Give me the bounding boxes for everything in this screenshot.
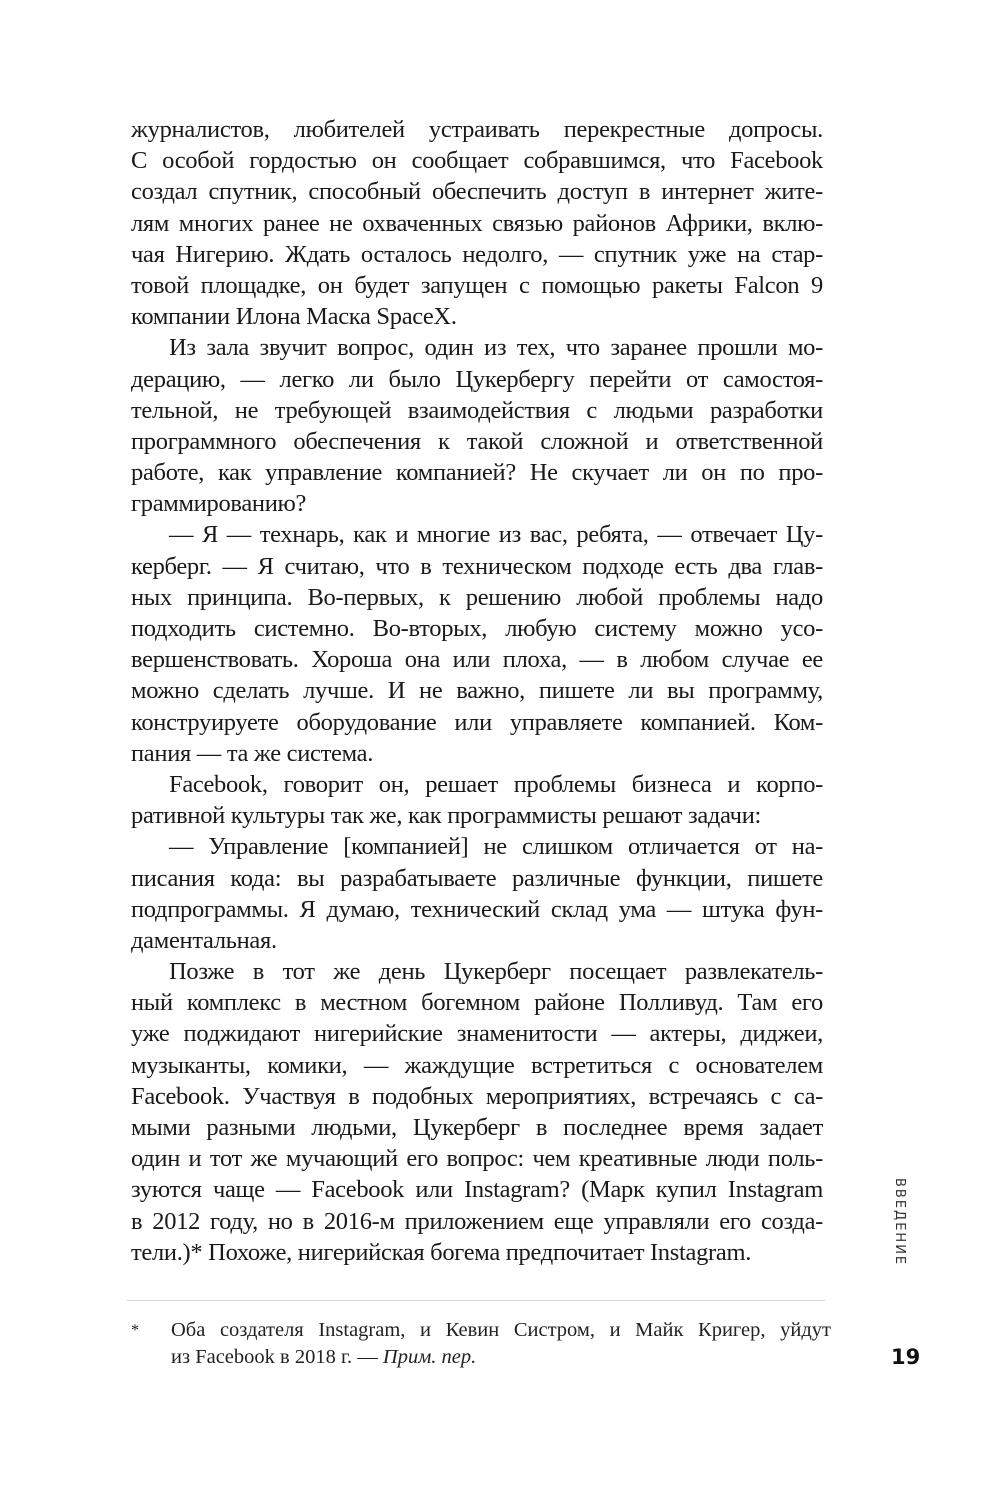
text-line: создал спутник, способный обеспечить доступ в интернет жите-	[131, 178, 823, 206]
footnote-text-plain: из Facebook в 2018 г. —	[171, 1346, 383, 1368]
text-line: конструируете оборудование или управляете компанией. Ком-	[131, 708, 823, 736]
text-line: писания кода: вы разрабатываете различные функции, пишете	[131, 864, 823, 892]
text-line: журналистов, любителей устраивать перекрестные допросы.	[131, 116, 823, 143]
text-line: дерацию, — легко ли было Цукербергу перейти от самостоя-	[131, 365, 823, 393]
footnote-marker: *	[131, 1322, 139, 1339]
page-number: 19	[891, 1345, 921, 1369]
text-line: Из зала звучит вопрос, один из тех, что заранее прошли мо-	[169, 334, 823, 362]
footnote-line	[171, 1344, 831, 1371]
main-text	[131, 114, 823, 1268]
text-line: — Управление [компанией] не слишком отличается от на-	[169, 833, 823, 861]
text-line: ративной культуры так же, как программисты решают задачи:	[131, 802, 762, 830]
text-line: подпрограммы. Я думаю, технический склад ума — штука фун-	[131, 895, 823, 923]
text-line: в 2012 году, но в 2016-м приложением еще управляли его созда-	[131, 1207, 823, 1235]
footnote-text	[171, 1317, 831, 1371]
text-line: подходить системно. Во-вторых, любую систему можно усо-	[131, 615, 823, 642]
footnote-divider	[127, 1300, 825, 1301]
text-line: работе, как управление компанией? Не скучает ли он по про-	[131, 459, 823, 487]
text-line: тельной, не требующей взаимодействия с людьми разработки	[131, 396, 823, 424]
text-line: — Я — технарь, как и многие из вас, ребята, — отвечает Цу-	[169, 521, 823, 549]
text-line: ный комплекс в местном богемном районе Полливуд. Там его	[131, 989, 823, 1017]
text-line: Facebook. Участвуя в подобных мероприятиях, встречаясь с са-	[131, 1082, 823, 1110]
footnote-line: Оба создателя Instagram, и Кевин Систром, и Майк Кригер, уйдут	[171, 1319, 831, 1341]
text-line: музыканты, комики, — жаждущие встретиться с основателем	[131, 1051, 823, 1079]
text-line: товой площадке, он будет запущен с помощью ракеты Falcon 9	[131, 271, 823, 299]
text-line: зуются чаще — Facebook или Instagram? (Марк купил Instagram	[131, 1176, 823, 1204]
running-head: ВВЕДЕНИЕ	[892, 1178, 907, 1267]
text-line: программного обеспечения к такой сложной и ответственной	[131, 427, 823, 455]
text-line: можно сделать лучше. И не важно, пишете ли вы программу,	[131, 677, 823, 705]
text-line: керберг. — Я считаю, что в техническом подходе есть два глав-	[131, 552, 823, 580]
text-line: пания — та же система.	[131, 739, 374, 767]
text-line: даментальная.	[131, 926, 277, 954]
text-line: чая Нигерию. Ждать осталось недолго, — спутник уже на стар-	[131, 240, 823, 268]
text-line: вершенствовать. Хороша она или плоха, — в любом случае ее	[131, 646, 823, 674]
text-line: уже поджидают нигерийские знаменитости — актеры, диджеи,	[131, 1020, 823, 1048]
translator-note: Прим. пер.	[382, 1346, 477, 1368]
text-line: Позже в тот же день Цукерберг посещает развлекатель-	[169, 958, 823, 986]
text-line: тели.)* Похоже, нигерийская богема предпочитает Instagram.	[131, 1238, 752, 1266]
text-line: лям многих ранее не охваченных связью районов Африки, вклю-	[131, 209, 823, 237]
text-line: компании Илона Маска SpaceX.	[131, 303, 457, 331]
text-line: граммированию?	[131, 490, 307, 518]
text-line: мыми разными людьми, Цукерберг в последнее время задает	[131, 1114, 823, 1141]
text-line: С особой гордостью он сообщает собравшимся, что Facebook	[131, 147, 823, 175]
text-line: один и тот же мучающий его вопрос: чем креативные люди поль-	[131, 1145, 823, 1173]
text-line: ных принципа. Во-первых, к решению любой проблемы надо	[131, 583, 823, 611]
text-line: Facebook, говорит он, решает проблемы бизнеса и корпо-	[169, 770, 823, 798]
